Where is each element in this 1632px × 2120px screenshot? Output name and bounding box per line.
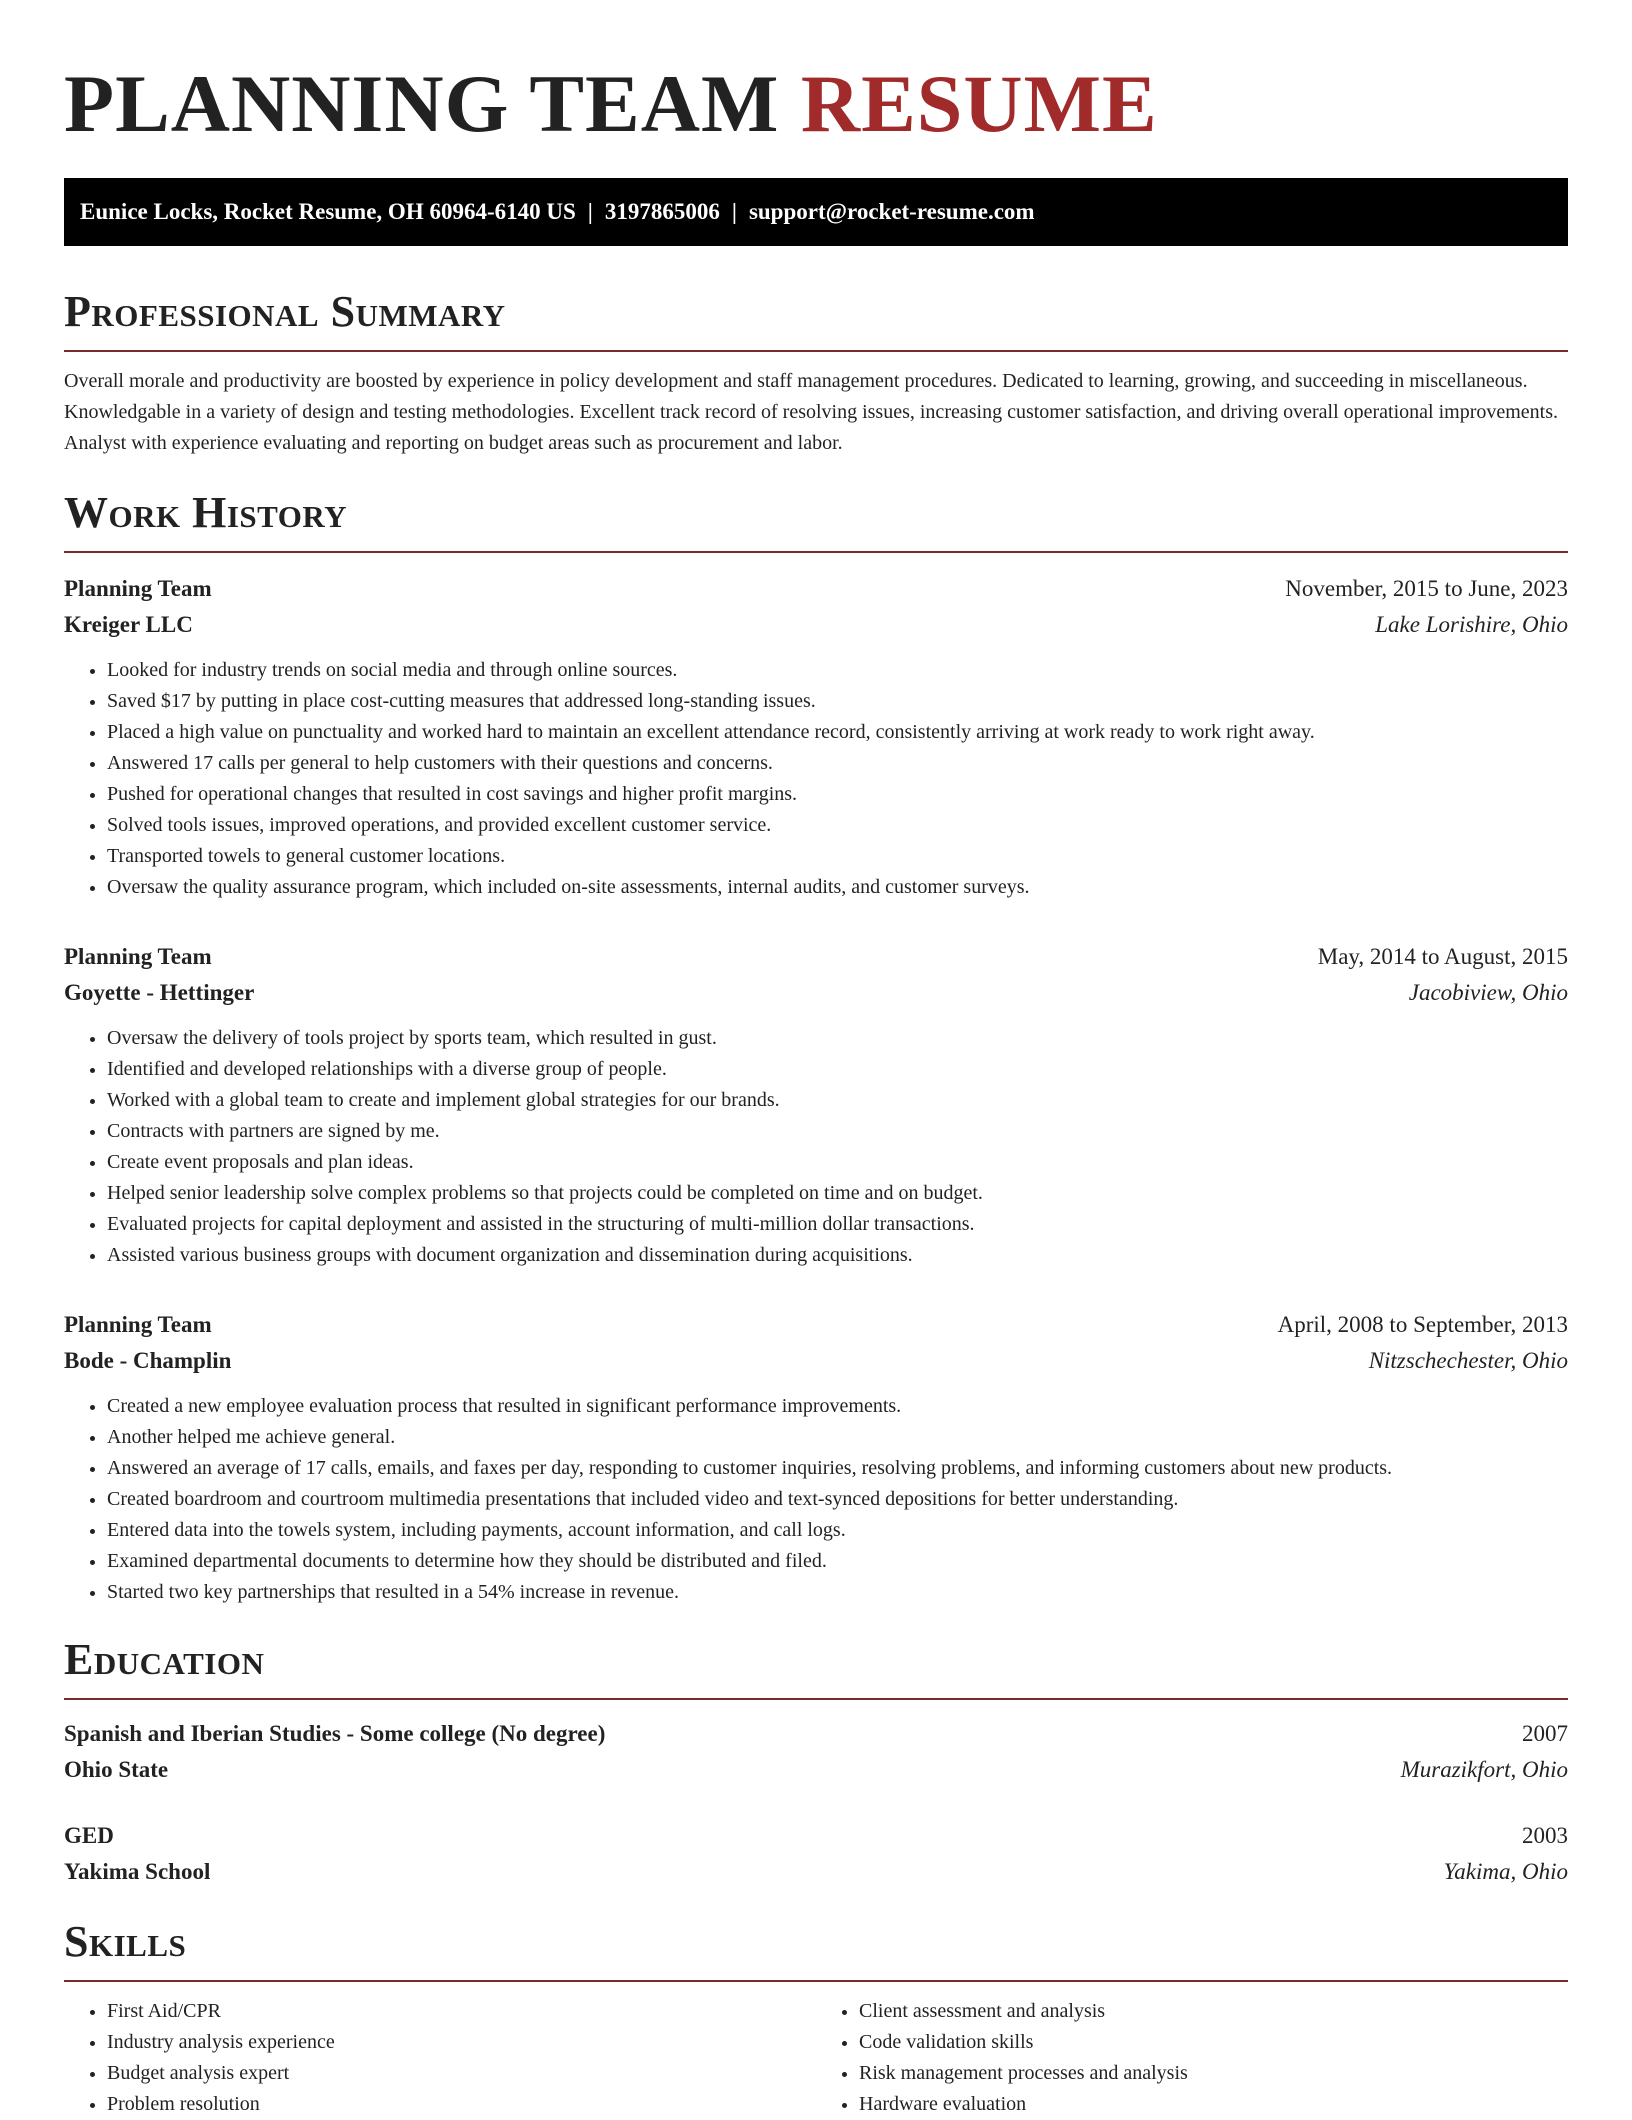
list-item: • Transported towels to general customer locations. — [107, 841, 1568, 872]
list-item: • Created boardroom and courtroom multimedia presentations that included video and text-synced depositions for better understanding. — [107, 1484, 1568, 1515]
title-main: PLANNING TEAM — [64, 58, 780, 149]
list-item: • Answered 17 calls per general to help customers with their questions and concerns. — [107, 748, 1568, 779]
job-dates: April, 2008 to September, 2013 — [1277, 1312, 1568, 1337]
list-item: • Answered an average of 17 calls, emails, and faxes per day, responding to customer inquiries, resolving problems, and informing customers about new products. — [107, 1453, 1568, 1484]
school-location: Yakima, Ohio — [1443, 1859, 1568, 1884]
job-location: Jacobiview, Ohio — [1408, 980, 1568, 1005]
contact-email: support@rocket-resume.com — [748, 199, 1035, 224]
job-bullets — [64, 655, 1568, 903]
skills-list-right — [816, 1996, 1568, 2120]
list-item: • Saved $17 by putting in place cost-cutting measures that addressed long-standing issues. — [107, 686, 1568, 717]
job-company: Goyette - Hettinger — [64, 980, 255, 1005]
resume-title — [64, 56, 1568, 152]
job-title: Planning Team — [64, 1312, 212, 1337]
list-item: • Started two key partnerships that resulted in a 54% increase in revenue. — [107, 1577, 1568, 1608]
skill-item: • First Aid/CPR — [107, 1996, 816, 2027]
list-item: • Solved tools issues, improved operations, and provided excellent customer service. — [107, 810, 1568, 841]
job-entry — [64, 1307, 1568, 1608]
contact-separator: | — [587, 199, 593, 224]
school: Ohio State — [64, 1757, 169, 1782]
list-item: • Contracts with partners are signed by me. — [107, 1116, 1568, 1147]
list-item: • Worked with a global team to create and implement global strategies for our brands. — [107, 1085, 1568, 1116]
section-heading-education: Education — [64, 1634, 1568, 1700]
education-entry — [64, 1818, 1568, 1890]
graduation-year: 2007 — [1522, 1721, 1568, 1746]
job-location: Nitzschechester, Ohio — [1368, 1348, 1568, 1373]
resume-page — [64, 0, 1568, 2120]
skill-item: • Code validation skills — [859, 2027, 1568, 2058]
summary-text: Overall morale and productivity are boosted by experience in policy development and staff management procedures. Dedicated to learning, growing, and succeeding in miscellaneous. Knowledgable in a variety of design and testing methodologies. Excellent track record of resolving issues, increasing customer satisfaction, and driving overall operational improvements. Analyst with experience evaluating and reporting on budget areas such as procurement and labor. — [64, 370, 1559, 454]
list-item: • Looked for industry trends on social media and through online sources. — [107, 655, 1568, 686]
job-entry — [64, 939, 1568, 1271]
list-item: • Another helped me achieve general. — [107, 1422, 1568, 1453]
contact-separator: | — [731, 199, 737, 224]
list-item: • Identified and developed relationships with a diverse group of people. — [107, 1054, 1568, 1085]
job-dates: May, 2014 to August, 2015 — [1317, 944, 1568, 969]
job-bullets — [64, 1391, 1568, 1608]
section-heading-skills: Skills — [64, 1916, 1568, 1982]
job-title: Planning Team — [64, 944, 212, 969]
job-entry — [64, 571, 1568, 903]
list-item: • Oversaw the delivery of tools project by sports team, which resulted in gust. — [107, 1023, 1568, 1054]
section-heading-summary: Professional Summary — [64, 286, 1568, 352]
skills-list-left — [64, 1996, 816, 2120]
title-accent: RESUME — [800, 58, 1158, 149]
degree: Spanish and Iberian Studies - Some college (No degree) — [64, 1721, 606, 1746]
job-bullets — [64, 1023, 1568, 1271]
section-heading-work: Work History — [64, 487, 1568, 553]
list-item: • Evaluated projects for capital deployment and assisted in the structuring of multi-million dollar transactions. — [107, 1209, 1568, 1240]
job-company: Bode - Champlin — [64, 1348, 232, 1373]
skills-grid — [64, 1996, 1568, 2120]
school: Yakima School — [64, 1859, 211, 1884]
skill-item: • Hardware evaluation — [859, 2089, 1568, 2120]
contact-address: Eunice Locks, Rocket Resume, OH 60964-6140 US — [80, 199, 576, 224]
list-item: • Create event proposals and plan ideas. — [107, 1147, 1568, 1178]
skill-item: • Budget analysis expert — [107, 2058, 816, 2089]
contact-bar — [64, 178, 1568, 246]
list-item: • Created a new employee evaluation process that resulted in significant performance improvements. — [107, 1391, 1568, 1422]
job-location: Lake Lorishire, Ohio — [1375, 612, 1568, 637]
job-title: Planning Team — [64, 576, 212, 601]
list-item: • Entered data into the towels system, including payments, account information, and call logs. — [107, 1515, 1568, 1546]
list-item: • Pushed for operational changes that resulted in cost savings and higher profit margins. — [107, 779, 1568, 810]
list-item: • Examined departmental documents to determine how they should be distributed and filed. — [107, 1546, 1568, 1577]
job-company: Kreiger LLC — [64, 612, 193, 637]
list-item: • Assisted various business groups with document organization and dissemination during acquisitions. — [107, 1240, 1568, 1271]
contact-phone: 3197865006 — [604, 199, 720, 224]
job-dates: November, 2015 to June, 2023 — [1285, 576, 1568, 601]
education-entry — [64, 1716, 1568, 1788]
skill-item: • Industry analysis experience — [107, 2027, 816, 2058]
degree: GED — [64, 1823, 114, 1848]
list-item: • Oversaw the quality assurance program, which included on-site assessments, internal audits, and customer surveys. — [107, 872, 1568, 903]
skill-item: • Problem resolution — [107, 2089, 816, 2120]
list-item: • Placed a high value on punctuality and worked hard to maintain an excellent attendance record, consistently arriving at work ready to work right away. — [107, 717, 1568, 748]
skill-item: • Risk management processes and analysis — [859, 2058, 1568, 2089]
school-location: Murazikfort, Ohio — [1400, 1757, 1568, 1782]
list-item: • Helped senior leadership solve complex problems so that projects could be completed on time and on budget. — [107, 1178, 1568, 1209]
graduation-year: 2003 — [1522, 1823, 1568, 1848]
skill-item: • Client assessment and analysis — [859, 1996, 1568, 2027]
